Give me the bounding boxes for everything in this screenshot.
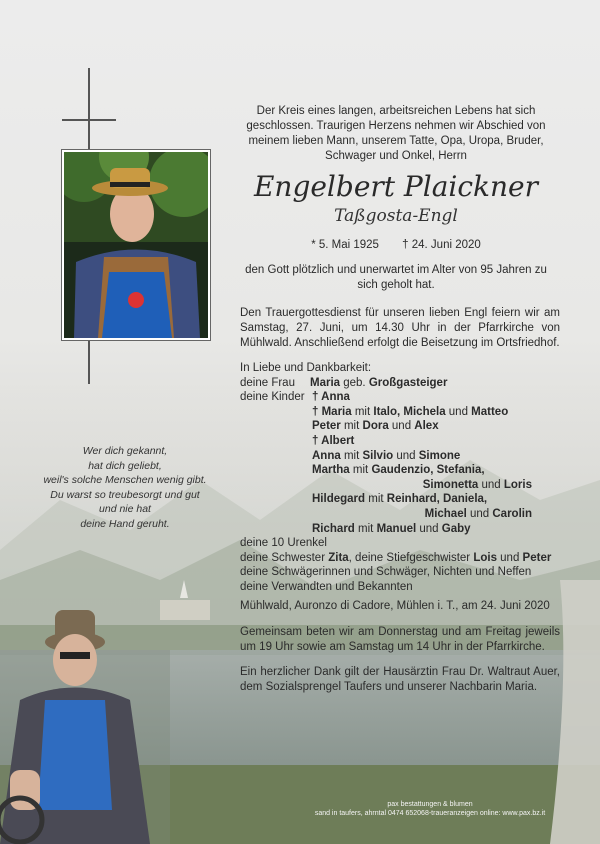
death-note: den Gott plötzlich und unerwartet im Alter von 95 Jahren zu sich geholt hat. (245, 264, 547, 291)
siblings: deine Schwester Zita, deine Stiefgeschwister Lois und Peter (240, 551, 552, 564)
child-hildegard-cont: Michael und Carolin (424, 507, 532, 520)
thanks-text: Ein herzlicher Dank gilt der Hausärztin Frau Dr. Waltraut Auer, dem Sozialsprengel Taufers und unserer Nachbarin Maria. (240, 666, 560, 693)
memorial-quote (40, 444, 210, 531)
kids-label: deine Kinder (240, 391, 305, 404)
great-grandkids: deine 10 Urenkel (240, 537, 327, 550)
footer-contact: sand in taufers, ahrntal 0474 652068-traueranzeigen online: www.pax.bz.it (314, 810, 546, 817)
wife-name: Maria geb. Großgasteiger (310, 376, 448, 389)
child-albert: † Albert (312, 434, 355, 447)
child-peter: Peter mit Dora und Alex (312, 420, 439, 433)
footer (270, 800, 590, 818)
deceased-name: Engelbert Plaickner (253, 170, 539, 203)
place-date: Mühlwald, Auronzo di Cadore, Mühlen i. T., am 24. Juni 2020 (240, 600, 550, 612)
family-heading: In Liebe und Dankbarkeit: (240, 362, 372, 374)
funeral-info: Den Trauergottesdienst für unseren lieben Engl feiern wir am Samstag, 27. Juni, um 14.30 Uhr in der Pfarrkirche von Mühlwald. Anschließend erfolgt die Beisetzung im Ortsfriedhof. (240, 307, 560, 349)
death-date: † 24. Juni 2020 (402, 239, 481, 251)
quote-line: Wer dich gekannt, (82, 445, 168, 457)
in-laws: deine Schwägerinnen und Schwäger, Nichten und Neffen (240, 566, 532, 579)
child-maria: † Maria mit Italo, Michela und Matteo (312, 405, 509, 418)
quote-line: weil's solche Menschen wenig gibt. (43, 474, 207, 486)
nickname: Taßgosta-Engl (334, 206, 458, 226)
prayer-info: Gemeinsam beten wir am Donnerstag und am Freitag jeweils um 19 Uhr sowie am Samstag um 14 Uhr in der Pfarrkirche. (240, 626, 560, 653)
portrait-photo (62, 150, 210, 340)
child-anna-2: Anna mit Silvio und Simone (312, 449, 461, 462)
relatives: deine Verwandten und Bekannten (240, 580, 413, 593)
quote-line: deine Hand geruht. (80, 517, 170, 530)
wife-label: deine Frau (240, 376, 295, 389)
quote-line: Du warst so treubesorgt und gut (50, 488, 200, 501)
quote-line: und nie hat (99, 503, 151, 515)
birth-date: * 5. Mai 1925 (311, 239, 379, 251)
child-richard: Richard mit Manuel und Gaby (312, 522, 471, 535)
quote-line: hat dich geliebt, (88, 459, 162, 472)
intro-text: Der Kreis eines langen, arbeitsreichen Lebens hat sich geschlossen. Traurigen Herzens nehmen wir Abschied von meinem lieben Mann, unserem Tatte, Opa, Uropa, Bruder, Schwager und Onkel, Herrn (246, 105, 546, 162)
footer-company: pax bestattungen & blumen (387, 801, 473, 808)
family-list (240, 361, 560, 595)
child-martha-cont: Simonetta und Loris (422, 478, 532, 491)
cross-horizontal (62, 119, 116, 121)
child-anna: † Anna (312, 391, 350, 404)
child-hildegard: Hildegard mit Reinhard, Daniela, (312, 493, 488, 506)
child-martha: Martha mit Gaudenzio, Stefania, (312, 464, 485, 477)
life-dates (236, 239, 556, 251)
